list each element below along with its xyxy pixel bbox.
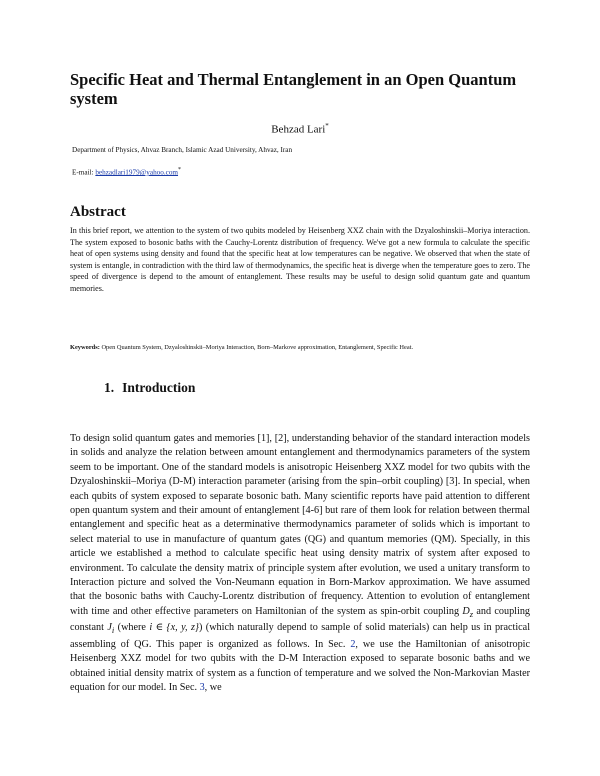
- intro-paragraph: [70, 432, 530, 695]
- section-title: Introduction: [122, 380, 196, 395]
- intro-text-4: ) (which naturally depend to sample of solid materials) can help us in practical assembling of QG. This paper is organized as follows. In Sec.: [70, 622, 531, 650]
- intro-text-6: , we: [204, 681, 222, 693]
- section-ref-3[interactable]: 3: [199, 681, 205, 693]
- abstract-heading: Abstract: [70, 204, 126, 220]
- keywords: [70, 344, 540, 351]
- author-mark: *: [325, 122, 329, 130]
- author-name: Behzad Lari: [271, 123, 326, 136]
- math-set: i ∈ {x, y, z}: [149, 622, 200, 634]
- email-mark: *: [178, 167, 182, 173]
- email-label: E-mail:: [72, 168, 94, 177]
- affiliation: Department of Physics, Ahvaz Branch, Islamic Azad University, Ahvaz, Iran: [72, 146, 293, 154]
- intro-text-1: To design solid quantum gates and memories [1], [2], understanding behavior of the standard interaction models in solids and analyze the relation between amount entanglement and thermodynamics parameters of the system seem to be important. One of the standard models is anisotropic Heisenberg XXZ model for two qubits with the Dzyaloshinskii–Moriya (D-M) interaction parameter (arising from the spin–orbit coupling) [3]. In special, when each qubits of system exposed to separate bosonic bath. Many scientific reports have paid attention to different open quantum system and their amount of entanglement [4-6] but rare of them look for relation between thermal entanglement and specific heat as a determinative thermodynamics parameter of solids which is important to select material to use in manufacture of quantum gates (QG) and quantum memories (QM). Specially, in this article we established a method to calculate specific heat using density matrix of system after exposed to environment. To calculate the density matrix of principle system after evolution, we used a unitary transform to Interaction picture and solved the Von-Neumann equation in Born-Markov approximation. We have assumed that the bosonic baths with Cauchy-Lorentz distribution of frequency. Attention to evolution of entanglement with time and other effective parameters on Hamiltonian of the system as spin-orbit coupling: [70, 433, 530, 617]
- section-heading: [104, 380, 195, 396]
- section-ref-2[interactable]: 2: [350, 638, 356, 650]
- section-number: 1.: [104, 380, 115, 395]
- email-line: [72, 167, 181, 176]
- paper-title: Specific Heat and Thermal Entanglement in an Open Quantum system: [70, 70, 517, 108]
- intro-text-3: (where: [117, 622, 146, 634]
- math-dz: $D_z$: [462, 605, 474, 619]
- math-ji: $J_i$: [107, 622, 115, 636]
- email-link[interactable]: behzadlari1979@yahoo.com: [95, 168, 179, 177]
- abstract-text: In this brief report, we attention to the system of two qubits modeled by Heisenberg XXZ chain with the Dzyaloshinskii–Moriya interaction. The system exposed to bosonic baths with the Cauchy-Lorentz distribution of frequency. We've got a new formula to calculate the specific heat of open systems using density and found that the specific heat at low temperatures can be negative. We observed that when the state of system is entangle, in contradiction with the third law of thermodynamics, the specific heat is diverge when the temperature goes to zero. The speed of divergence is depend to the amount of entanglement. These results may be useful to design solid quantum gate and quantum memories.: [70, 226, 530, 293]
- author-line: [0, 122, 600, 136]
- keywords-text: Open Quantum System, Dzyaloshinskii–Moriya Interaction, Born–Markove approximation, Entanglement, Specific Heat.: [101, 344, 414, 351]
- intro-text-5: , we use the Hamiltonian of anisotropic Heisenberg XXZ model for two qubits with the D-M Interaction exposed to separate bosonic baths and we obtained initial density matrix of system as a function of temperature and we solved the Non-Markovian Master equation for our model. In Sec.: [70, 638, 531, 693]
- keywords-label: Keywords:: [70, 344, 100, 351]
- intro-text-2: and coupling constant: [70, 605, 531, 634]
